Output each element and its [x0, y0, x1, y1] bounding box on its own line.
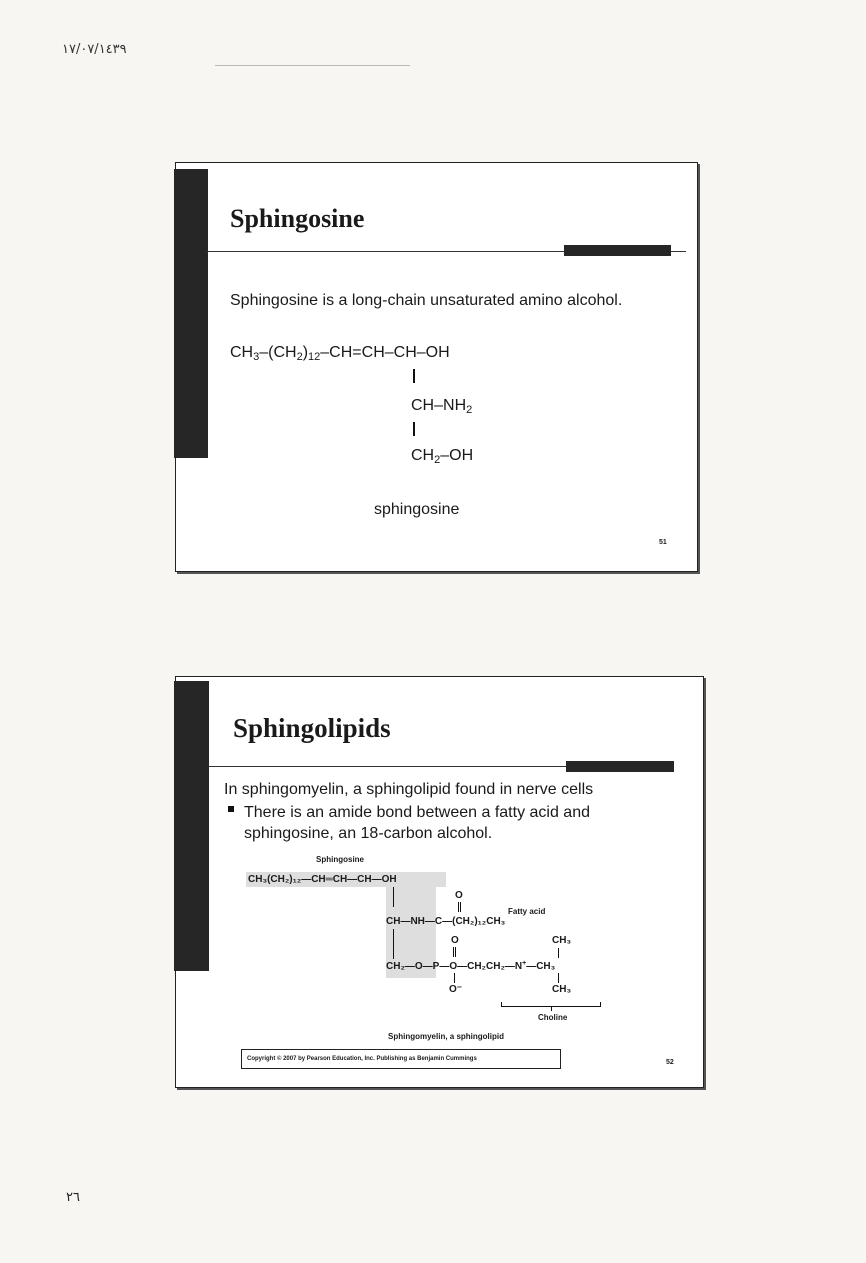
- title-accent-block: [566, 761, 674, 772]
- choline-bracket: [501, 1002, 502, 1007]
- phosphate-oxygen-bottom: O⁻: [449, 984, 463, 995]
- choline-bracket: [551, 1006, 552, 1011]
- double-bond-line: [453, 947, 454, 957]
- date-rule: [215, 65, 410, 66]
- choline-methyl-top: CH₃: [552, 935, 572, 946]
- date-stamp: ١٧/٠٧/١٤٣٩: [62, 42, 127, 57]
- page-number: ٢٦: [66, 1190, 80, 1205]
- slide-side-bar: [174, 169, 208, 458]
- formula-amine-row: $CH-NH_2$: [411, 397, 473, 416]
- bullet-marker: [228, 806, 234, 812]
- bond-line: [393, 929, 394, 959]
- choline-bracket: [600, 1002, 601, 1007]
- slide-title: Sphingosine: [230, 204, 365, 233]
- double-bond-line: [460, 902, 461, 912]
- double-bond-line: [455, 947, 456, 957]
- formula-alcohol-row: $CH_2-OH$: [411, 447, 474, 466]
- carbonyl-oxygen: O: [455, 890, 463, 901]
- label-sphingosine: Sphingosine: [316, 855, 364, 864]
- slide-sphingosine: [175, 162, 698, 572]
- chem-row-1: CH₃(CH₂)₁₂—CH═CH—CH—OH: [248, 874, 397, 885]
- bullet-text: There is an amide bond between a fatty acid and sphingosine, an 18-carbon alcohol.: [244, 804, 590, 842]
- bond-line: [413, 422, 415, 436]
- slide-title: Sphingolipids: [233, 713, 391, 743]
- chem-row-2: CH—NH—C—(CH₂)₁₂CH₃: [386, 916, 506, 927]
- title-accent-block: [564, 245, 671, 256]
- slide-number: 52: [666, 1059, 674, 1066]
- label-choline: Choline: [538, 1013, 568, 1022]
- formula-main-chain: $CH_3-(CH_2)_{12}-CH=CH-CH-OH$: [230, 344, 450, 363]
- bond-line: [413, 369, 415, 383]
- double-bond-line: [458, 902, 459, 912]
- choline-methyl-bottom: CH₃: [552, 984, 572, 995]
- bond-line: [393, 887, 394, 907]
- bond-line: [558, 973, 559, 983]
- lead-text: In sphingomyelin, a sphingolipid found in nerve cells: [224, 781, 594, 798]
- phosphate-oxygen-top: O: [451, 935, 459, 946]
- sphingomyelin-diagram: [246, 852, 606, 1052]
- diagram-caption: Sphingomyelin, a sphingolipid: [388, 1032, 504, 1041]
- chem-row-3: CH₂—O—P—O—CH₂CH₂—N+—CH₃: [386, 960, 556, 972]
- structure-caption: sphingosine: [374, 501, 460, 518]
- slide-number: 51: [659, 539, 667, 546]
- slide-side-bar: [174, 681, 209, 971]
- bond-line: [454, 973, 455, 983]
- copyright-notice: Copyright © 2007 by Pearson Education, Inc. Publishing as Benjamin Cummings: [241, 1049, 561, 1069]
- slide-sphingolipids: [175, 676, 704, 1088]
- label-fatty-acid: Fatty acid: [508, 907, 546, 916]
- intro-text: Sphingosine is a long-chain unsaturated amino alcohol.: [230, 292, 623, 309]
- bond-line: [558, 948, 559, 958]
